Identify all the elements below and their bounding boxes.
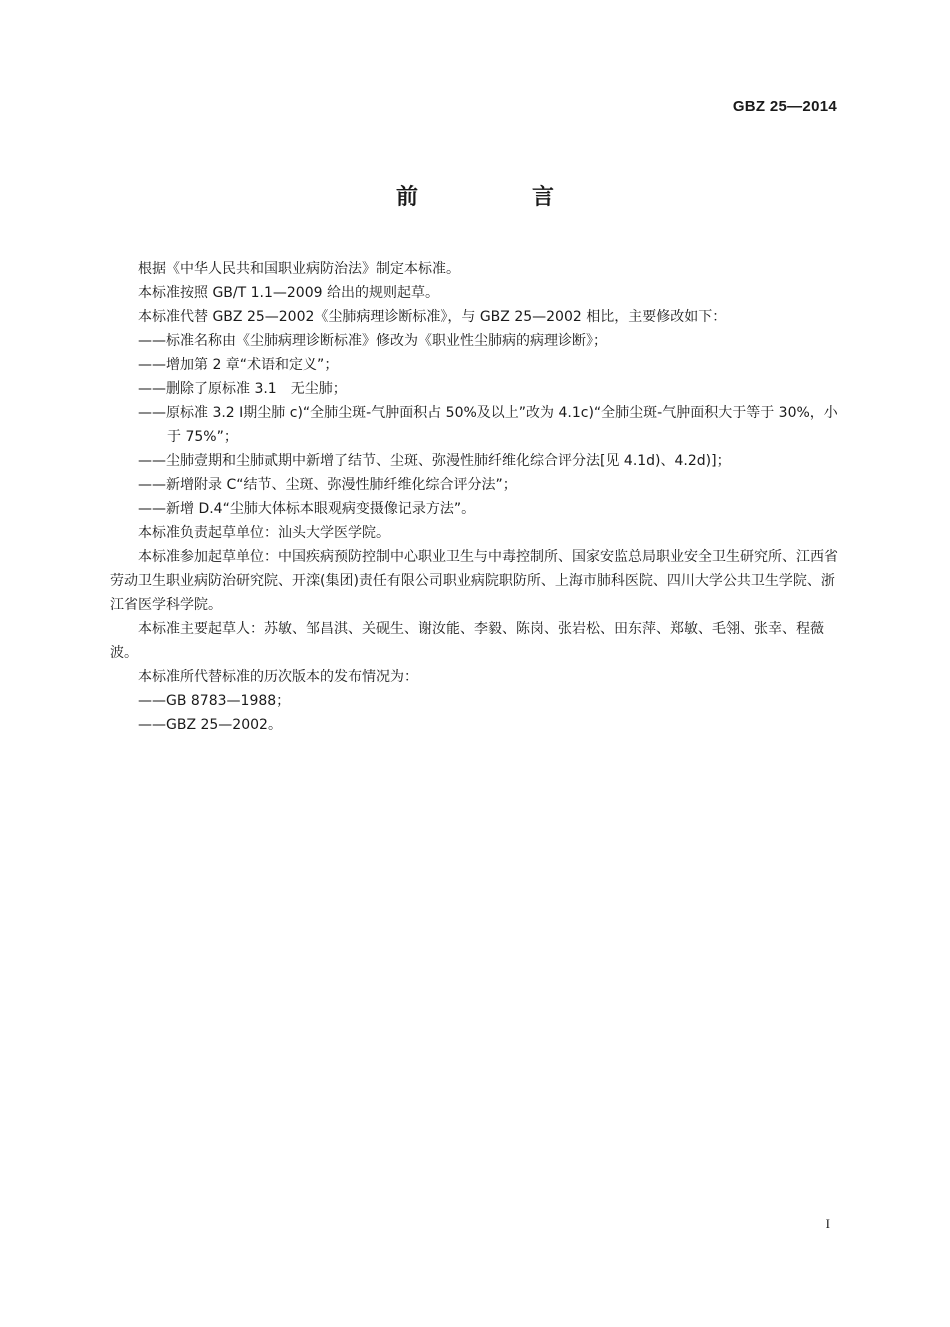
paragraph-history-intro: 本标准所代替标准的历次版本的发布情况为： — [138, 669, 418, 685]
paragraph-participating-units: 本标准参加起草单位：中国疾病预防控制中心职业卫生与中毒控制所、国家安监总局职业安全卫生研究所、江西省劳动卫生职业病防治研究院、开滦(集团)责任有限公司职业病院职防所、上海市肺科医院、四川大学公共卫生学院、浙江省医学科学院。 — [110, 549, 838, 613]
change-item: ——原标准 3.2 Ⅰ期尘肺 c)“全肺尘斑-气肿面积占 50%及以上”改为 4.1c)“全肺尘斑-气肿面积大于等于 30%，小于 75%”； — [138, 405, 838, 445]
change-item: ——增加第 2 章“术语和定义”； — [138, 357, 339, 373]
paragraph-replacement: 本标准代替 GBZ 25—2002《尘肺病理诊断标准》，与 GBZ 25—2002 相比，主要修改如下： — [138, 309, 727, 325]
change-item: ——标准名称由《尘肺病理诊断标准》修改为《职业性尘肺病的病理诊断》； — [138, 333, 607, 349]
change-item: ——删除了原标准 3.1 无尘肺； — [138, 381, 347, 397]
history-item: ——GBZ 25—2002。 — [138, 717, 282, 733]
document-code: GBZ 25—2014 — [732, 98, 837, 115]
change-item: ——新增附录 C“结节、尘斑、弥漫性肺纤维化综合评分法”； — [138, 477, 517, 493]
paragraph-lead-drafter: 本标准负责起草单位：汕头大学医学院。 — [138, 525, 390, 541]
page-title: 前 言 — [395, 185, 600, 210]
paragraph-drafting-rules: 本标准按照 GB/T 1.1—2009 给出的规则起草。 — [138, 285, 439, 301]
paragraph-main-drafters: 本标准主要起草人：苏敏、邹昌淇、关砚生、谢汝能、李毅、陈岗、张岩松、田东萍、郑敏、毛翎、张幸、程薇波。 — [110, 621, 824, 661]
change-item: ——尘肺壹期和尘肺贰期中新增了结节、尘斑、弥漫性肺纤维化综合评分法[见 4.1d)、4.2d)]； — [138, 453, 731, 469]
paragraph-legal-basis: 根据《中华人民共和国职业病防治法》制定本标准。 — [138, 261, 460, 277]
document-body — [110, 257, 840, 737]
history-item: ——GB 8783—1988； — [138, 693, 291, 709]
page-number: I — [825, 1216, 830, 1231]
change-item: ——新增 D.4“尘肺大体标本眼观病变摄像记录方法”。 — [138, 501, 476, 517]
